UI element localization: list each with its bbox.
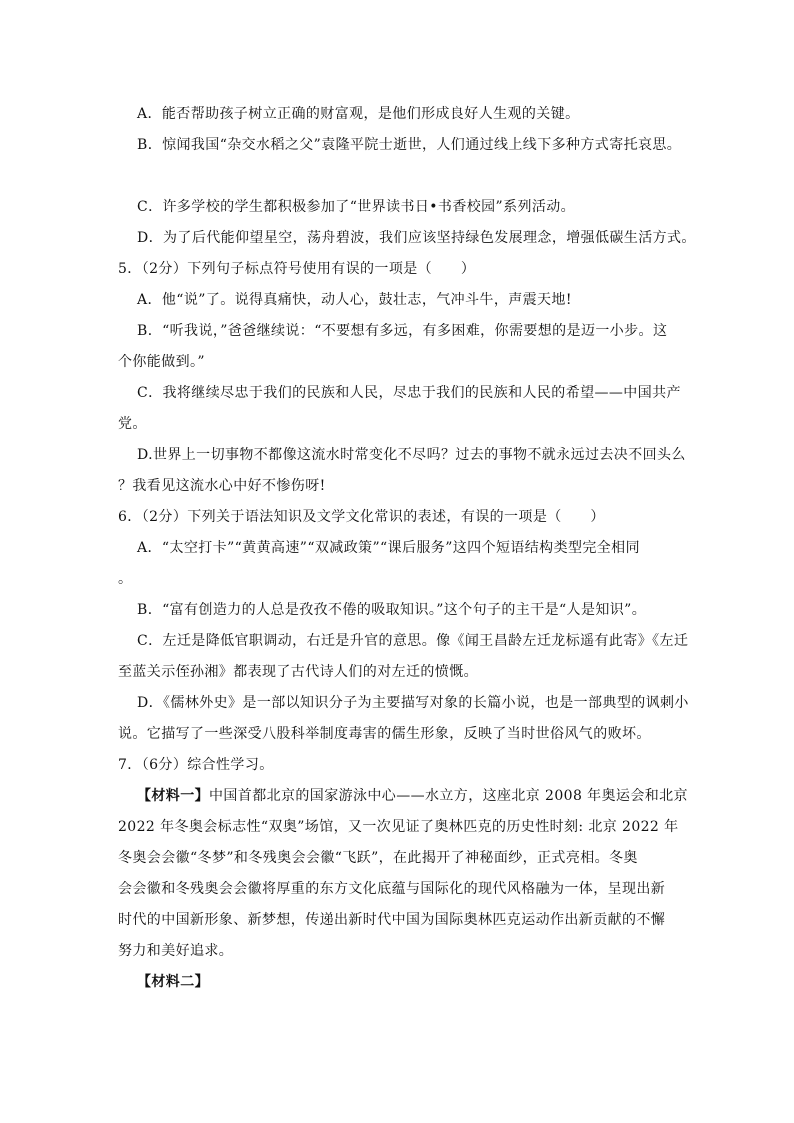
q5-option-c-line2: 党。 <box>118 416 147 432</box>
material1-line1 <box>137 786 688 806</box>
q5-option-a: A．他“说”了。说得真痛快，动人心，鼓壮志，气冲斗牛，声震天地! <box>137 292 572 308</box>
q4-option-c: C．许多学校的学生都积极参加了“世界读书日•书香校园”系列活动。 <box>137 199 576 215</box>
material1-line3: 冬奥会会徽“冬梦”和冬残奥会会徽“飞跃”，在此揭开了神秘面纱，正式亮相。冬奥 <box>118 850 638 866</box>
q4-option-d: D．为了后代能仰望星空，荡舟碧波，我们应该坚持绿色发展理念，增强低碳生活方式。 <box>137 230 696 246</box>
material1-label: 【材料一】 <box>137 788 209 804</box>
material2-label: 【材料二】 <box>137 974 209 990</box>
q5-option-b-line2: 个你能做到。” <box>118 354 205 370</box>
q4-option-b: B．惊闻我国“杂交水稻之父”袁隆平院士逝世，人们通过线上线下多种方式寄托哀思。 <box>137 137 682 153</box>
q6-option-a-line2: 。 <box>118 571 133 587</box>
q6-option-a-line1: A．“太空打卡”“黄黄高速”“双减政策”“课后服务”这四个短语结构类型完全相同 <box>137 540 640 556</box>
q6-stem: 6．（2分）下列关于语法知识及文学文化常识的表述，有误的一项是（ ） <box>118 509 605 525</box>
q6-option-c-line1: C．左迁是降低官职调动，右迁是升官的意思。像《闻王昌龄左迁龙标遥有此寄》《左迁 <box>137 633 689 649</box>
q5-option-c-line1: C．我将继续尽忠于我们的民族和人民，尽忠于我们的民族和人民的希望——中国共产 <box>137 385 681 401</box>
material1-text1: 中国首都北京的国家游泳中心——水立方，这座北京 2008 年奥运会和北京 <box>209 788 688 804</box>
q6-option-c-line2: 至蓝关示侄孙湘》都表现了古代诗人们的对左迁的愤慨。 <box>118 664 478 680</box>
q5-option-d-line1: D.世界上一切事物不都像这流水时常变化不尽吗？过去的事物不就永远过去决不回头么 <box>137 447 686 463</box>
q5-stem: 5．（2分）下列句子标点符号使用有误的一项是（ ） <box>118 261 476 277</box>
q6-option-d-line2: 说。它描写了一些深受八股科举制度毒害的儒生形象，反映了当时世俗风气的败坏。 <box>118 726 651 742</box>
material1-line5: 时代的中国新形象、新梦想，传递出新时代中国为国际奥林匹克运动作出新贡献的不懈 <box>118 912 666 928</box>
q4-option-a: A．能否帮助孩子树立正确的财富观，是他们形成良好人生观的关键。 <box>137 106 580 122</box>
q6-option-b: B．“富有创造力的人总是孜孜不倦的吸取知识。”这个句子的主干是“人是知识”。 <box>137 602 647 618</box>
q5-option-d-line2: ？我看见这流水心中好不惨伤呀! <box>118 478 326 494</box>
q7-stem: 7．（6分）综合性学习。 <box>118 757 274 773</box>
q5-option-b-line1: B．“听我说，”爸爸继续说：“不要想有多远，有多困难，你需要想的是迈一小步。这 <box>137 323 668 339</box>
material1-line4: 会会徽和冬残奥会会徽将厚重的东方文化底蕴与国际化的现代风格融为一体，呈现出新 <box>118 881 666 897</box>
material1-line2: 2022 年冬奥会标志性“双奥”场馆，又一次见证了奥林匹克的历史性时刻: 北京 2022 年 <box>118 819 679 835</box>
q6-option-d-line1: D．《儒林外史》是一部以知识分子为主要描写对象的长篇小说，也是一部典型的讽刺小 <box>137 695 689 711</box>
material1-line6: 努力和美好追求。 <box>118 943 234 959</box>
